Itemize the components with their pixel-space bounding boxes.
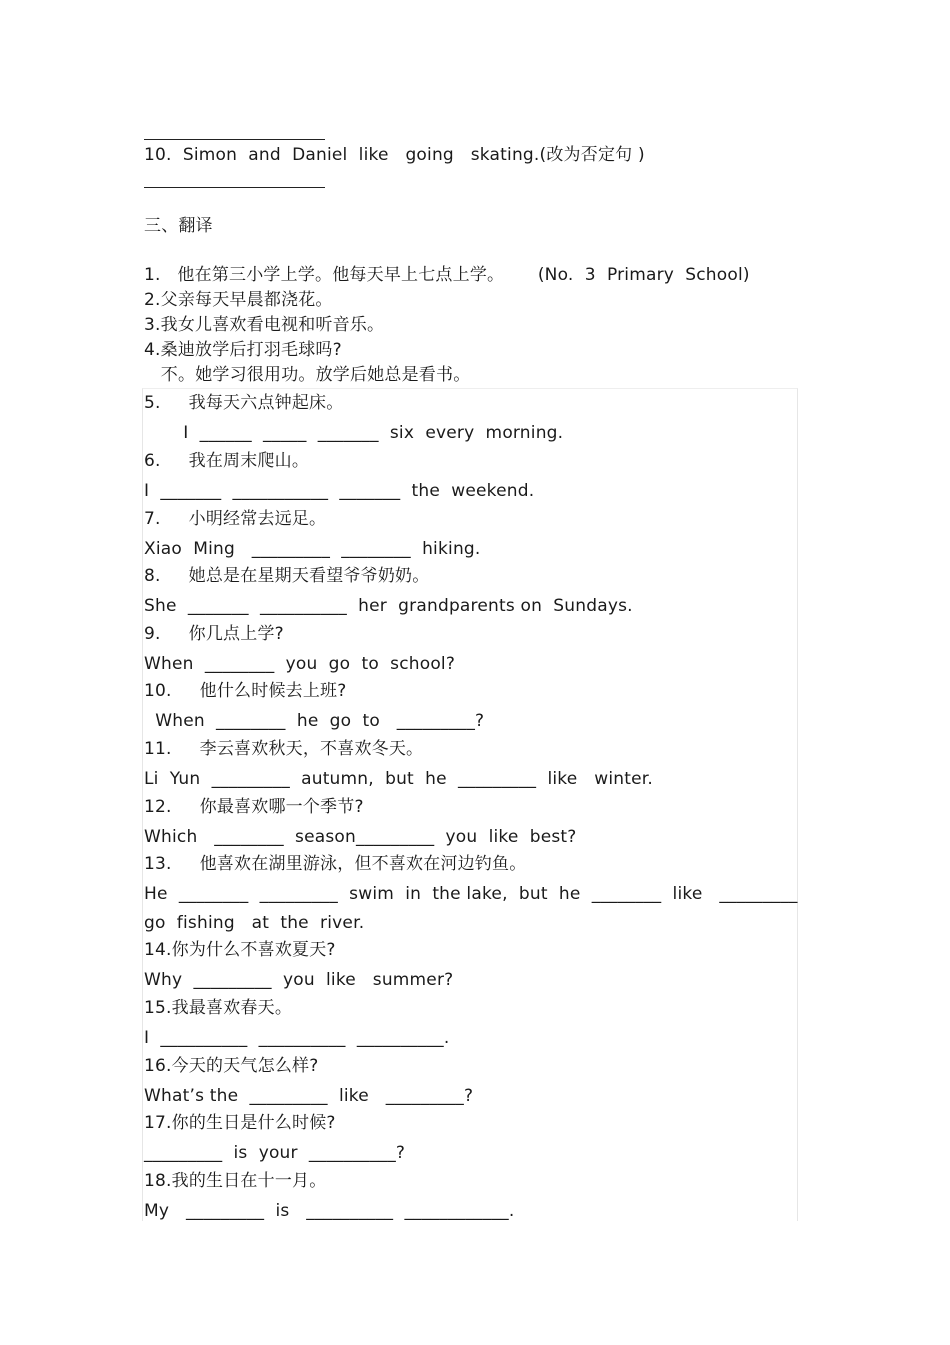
exercise-answer: Li Yun _________ autumn, but he _________ like winter.: [144, 769, 653, 789]
exercise-prompt: 8. 她总是在星期天看望爷爷奶奶。: [144, 566, 430, 586]
exercise-prompt: 5. 我每天六点钟起床。: [144, 393, 344, 413]
answer-line: [144, 187, 325, 188]
exercise-answer: What’s the _________ like _________?: [144, 1086, 474, 1106]
exercise-answer: Which ________ season_________ you like best?: [144, 827, 577, 847]
exercise-answer-continued: go fishing at the river.: [144, 913, 365, 933]
exercise-answer: I ______ _____ _______ six every morning.: [144, 423, 564, 443]
exercise-prompt: 7. 小明经常去远足。: [144, 509, 327, 529]
exercise-answer: When ________ you go to school?: [144, 654, 456, 674]
exercise-prompt: 16.今天的天气怎么样?: [144, 1056, 319, 1076]
translation-item: 不。她学习很用功。放学后她总是看书。: [144, 365, 471, 385]
exercise-prompt: 18.我的生日在十一月。: [144, 1171, 327, 1191]
exercise-answer: She _______ __________ her grandparents on Sundays.: [144, 596, 633, 616]
exercise-prompt: 17.你的生日是什么时候?: [144, 1113, 336, 1133]
exercise-answer: When ________ he go to _________?: [144, 711, 485, 731]
section-title: 三、翻译: [144, 216, 213, 236]
exercise-prompt: 14.你为什么不喜欢夏天?: [144, 940, 336, 960]
exercise-prompt: 10. 他什么时候去上班?: [144, 681, 347, 701]
translation-item: 2.父亲每天早晨都浇花。: [144, 290, 333, 310]
exercise-answer: I __________ __________ __________.: [144, 1028, 450, 1048]
exercise-answer: Xiao Ming _________ ________ hiking.: [144, 539, 481, 559]
translation-item: 3.我女儿喜欢看电视和听音乐。: [144, 315, 385, 335]
exercise-answer: Why _________ you like summer?: [144, 970, 454, 990]
answer-line: [144, 139, 325, 140]
question-10-rewrite: 10. Simon and Daniel like going skating.(改为否定句 ): [144, 145, 645, 165]
translation-item: 1. 他在第三小学上学。他每天早上七点上学。 (No. 3 Primary School): [144, 265, 750, 285]
exercise-prompt: 13. 他喜欢在湖里游泳，但不喜欢在河边钓鱼。: [144, 854, 527, 874]
exercise-prompt: 11. 李云喜欢秋天，不喜欢冬天。: [144, 739, 424, 759]
exercise-prompt: 12. 你最喜欢哪一个季节?: [144, 797, 364, 817]
exercise-prompt: 6. 我在周末爬山。: [144, 451, 310, 471]
exercise-answer: My _________ is __________ ____________.: [144, 1201, 515, 1221]
exercise-answer: _________ is your __________?: [144, 1143, 406, 1163]
exercise-prompt: 9. 你几点上学?: [144, 624, 284, 644]
exercise-answer: He ________ _________ swim in the lake, but he ________ like _________: [144, 884, 798, 904]
exercise-prompt: 15.我最喜欢春天。: [144, 998, 293, 1018]
translation-item: 4.桑迪放学后打羽毛球吗?: [144, 340, 342, 360]
exercise-answer: I _______ ___________ _______ the weekend.: [144, 481, 535, 501]
